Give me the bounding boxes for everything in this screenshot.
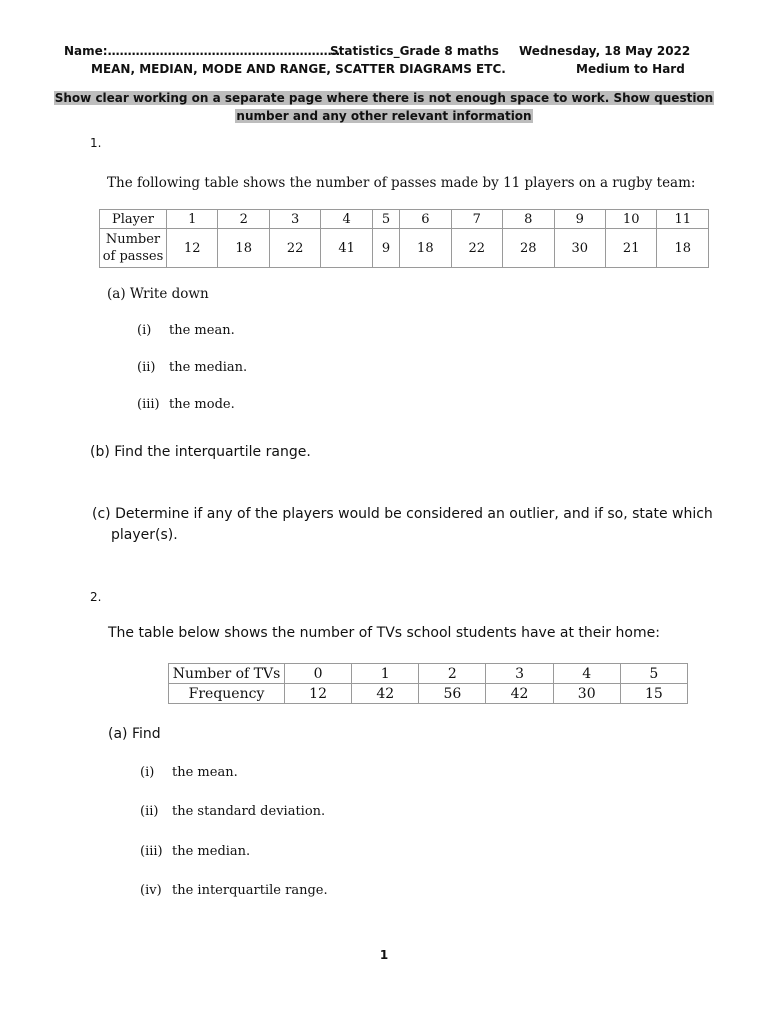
passes-row-label: [100, 229, 167, 268]
q2-part-a-item: [140, 883, 328, 898]
q1-part-c: [92, 504, 713, 546]
item-numeral: (ii): [137, 360, 156, 375]
passes-cell: 18: [400, 229, 451, 268]
tv-count-cell: 2: [419, 664, 486, 684]
q1-part-a-item: [137, 360, 247, 375]
player-cell: 3: [269, 210, 320, 229]
passes-cell: 41: [321, 229, 372, 268]
tv-count-cell: 3: [486, 664, 553, 684]
tv-count-cell: 0: [285, 664, 352, 684]
item-numeral: (i): [137, 323, 152, 338]
date-label: Wednesday, 18 May 2022: [519, 44, 691, 58]
item-text: the mean.: [172, 765, 238, 780]
passes-cell: 21: [605, 229, 656, 268]
passes-cell: 12: [167, 229, 218, 268]
tv-frequency-table: [168, 663, 688, 704]
player-cell: 11: [657, 210, 709, 229]
passes-cell: 18: [218, 229, 269, 268]
q1-part-c-line-1: (c) Determine if any of the players would be considered an outlier, and if so, state which: [92, 506, 713, 522]
player-cell: 6: [400, 210, 451, 229]
instruction-line-1: Show clear working on a separate page where there is not enough space to work. Show question: [54, 91, 714, 105]
player-cell: 9: [554, 210, 605, 229]
name-field-label: Name:………………………………………………….: [64, 44, 341, 58]
item-numeral: (iv): [140, 883, 162, 898]
player-row-label: Player: [100, 210, 167, 229]
table-row: [169, 684, 688, 704]
tv-count-cell: 5: [620, 664, 687, 684]
q2-part-a: (a) Find: [108, 726, 161, 742]
frequency-cell: 56: [419, 684, 486, 704]
player-cell: 4: [321, 210, 372, 229]
tv-count-cell: 4: [553, 664, 620, 684]
q1-part-a-item: [137, 397, 235, 412]
frequency-cell: 42: [352, 684, 419, 704]
table-row: [100, 210, 709, 229]
item-text: the median.: [172, 844, 251, 859]
passes-label-line-1: Number: [105, 232, 161, 247]
item-numeral: (iii): [140, 844, 163, 859]
q1-part-b: (b) Find the interquartile range.: [90, 444, 311, 460]
passes-cell: 18: [657, 229, 709, 268]
question-1-number: 1.: [90, 136, 102, 150]
tv-row-label: Number of TVs: [169, 664, 285, 684]
tv-count-cell: 1: [352, 664, 419, 684]
q1-part-c-line-2: player(s).: [111, 527, 178, 543]
q1-part-a-item: [137, 323, 235, 338]
player-cell: 5: [372, 210, 399, 229]
q1-part-a: (a) Write down: [107, 286, 209, 302]
item-text: the standard deviation.: [172, 804, 326, 819]
passes-cell: 28: [503, 229, 554, 268]
passes-cell: 22: [269, 229, 320, 268]
frequency-row-label: Frequency: [169, 684, 285, 704]
player-cell: 2: [218, 210, 269, 229]
item-text: the mean.: [169, 323, 235, 338]
difficulty-label: Medium to Hard: [576, 62, 685, 76]
frequency-cell: 15: [620, 684, 687, 704]
player-cell: 1: [167, 210, 218, 229]
q2-part-a-item: [140, 844, 250, 859]
player-cell: 7: [451, 210, 502, 229]
frequency-cell: 30: [553, 684, 620, 704]
item-numeral: (iii): [137, 397, 160, 412]
player-cell: 10: [605, 210, 656, 229]
instruction-banner: [0, 89, 768, 125]
item-text: the mode.: [169, 397, 235, 412]
q2-part-a-item: [140, 804, 325, 819]
passes-cell: 9: [372, 229, 399, 268]
table-row: [169, 664, 688, 684]
frequency-cell: 42: [486, 684, 553, 704]
item-text: the interquartile range.: [172, 883, 328, 898]
topic-title: MEAN, MEDIAN, MODE AND RANGE, SCATTER DIAGRAMS ETC.: [91, 62, 506, 76]
passes-label-line-2: of passes: [102, 249, 164, 264]
player-cell: 8: [503, 210, 554, 229]
table-row: [100, 229, 709, 268]
passes-cell: 22: [451, 229, 502, 268]
frequency-cell: 12: [285, 684, 352, 704]
question-1-intro: The following table shows the number of passes made by 11 players on a rugby team:: [107, 175, 696, 191]
question-2-intro: The table below shows the number of TVs school students have at their home:: [108, 625, 660, 641]
item-text: the median.: [169, 360, 248, 375]
item-numeral: (ii): [140, 804, 159, 819]
passes-cell: 30: [554, 229, 605, 268]
q2-part-a-item: [140, 765, 238, 780]
page-number: 1: [379, 948, 389, 962]
rugby-passes-table: [99, 209, 709, 268]
instruction-line-2: number and any other relevant information: [236, 109, 532, 123]
item-numeral: (i): [140, 765, 155, 780]
question-2-number: 2.: [90, 590, 102, 604]
subject-label: Statistics_Grade 8 maths: [330, 44, 499, 58]
